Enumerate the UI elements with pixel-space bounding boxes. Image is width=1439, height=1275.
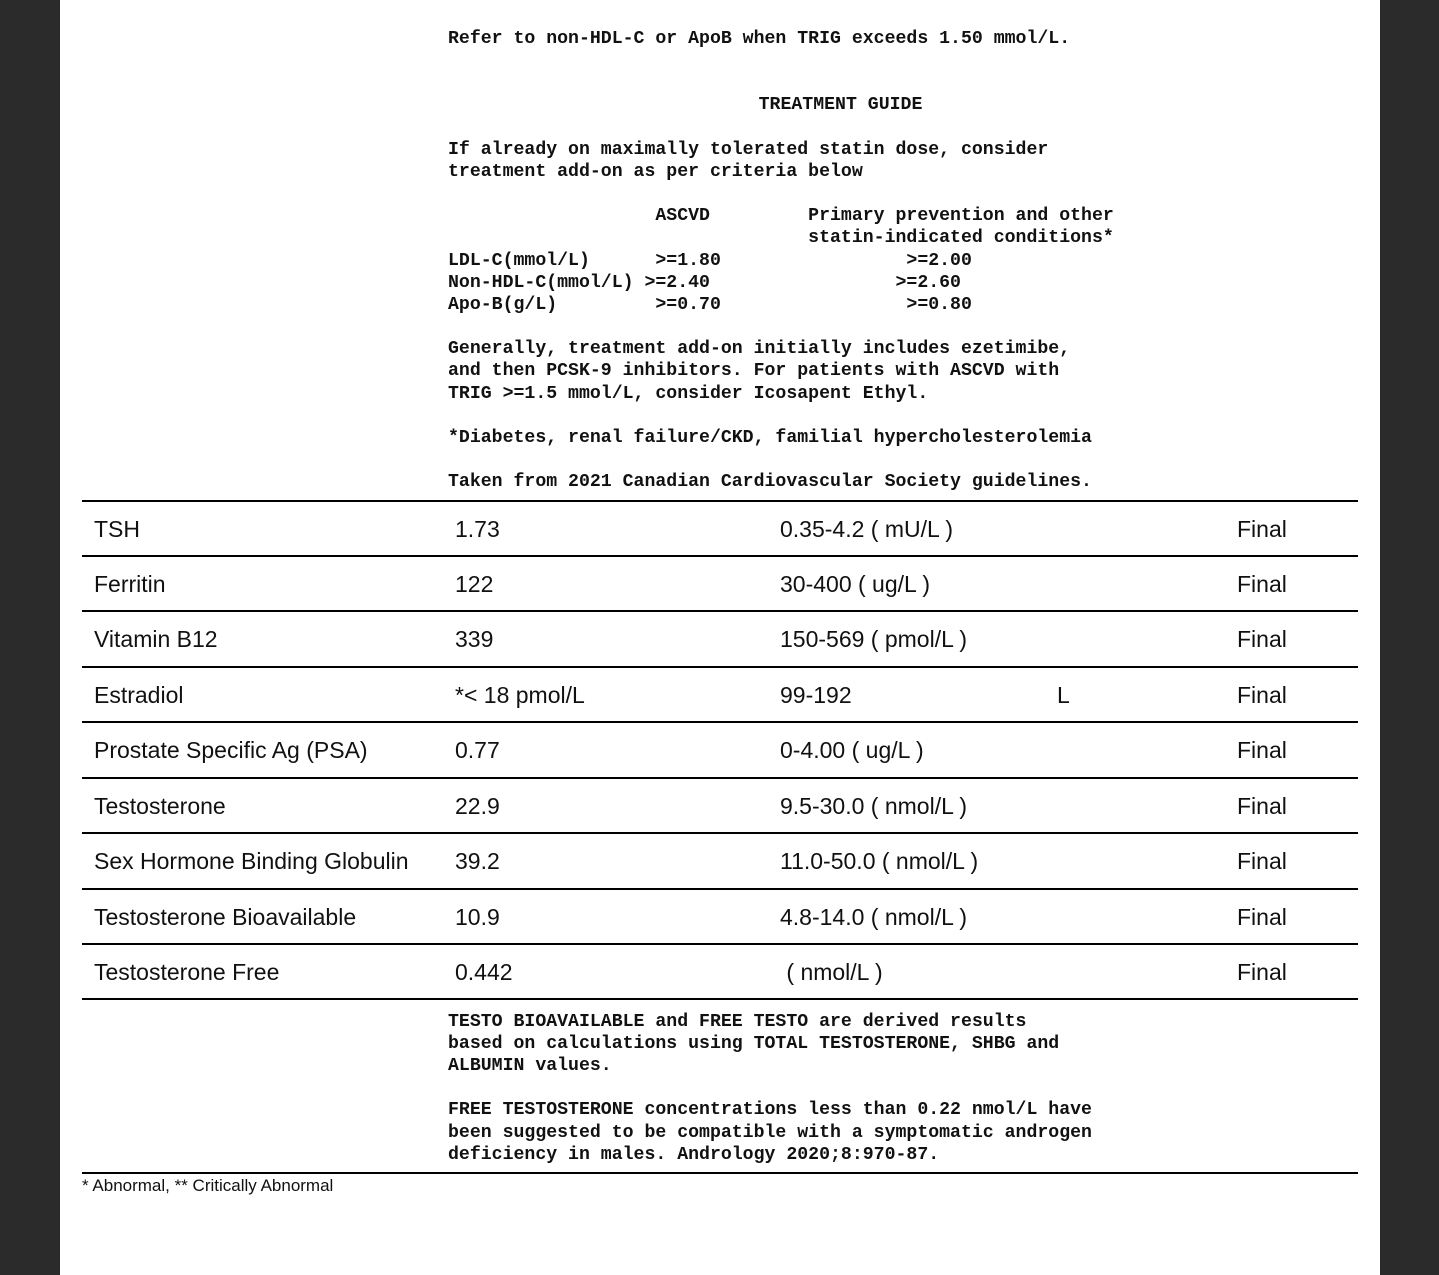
test-name: Estradiol — [94, 682, 184, 708]
guide-table-row-ldl: LDL-C(mmol/L) >=1.80 >=2.00 — [448, 251, 972, 271]
guideline-source: Taken from 2021 Canadian Cardiovascular Society guidelines. — [448, 472, 1092, 492]
table-row — [82, 945, 1358, 1000]
diabetes-note: *Diabetes, renal failure/CKD, familial hypercholesterolemia — [448, 428, 1092, 448]
reference-range: ( nmol/L ) — [780, 959, 883, 985]
test-name: Vitamin B12 — [94, 626, 218, 652]
derived-line-2: based on calculations using TOTAL TESTOSTERONE, SHBG and — [448, 1034, 1060, 1054]
result-status: Final — [1237, 904, 1287, 930]
result-status: Final — [1237, 626, 1287, 652]
guide-table-row-apob: Apo-B(g/L) >=0.70 >=0.80 — [448, 295, 972, 315]
table-row — [82, 612, 1358, 667]
free-testo-line-3: deficiency in males. Andrology 2020;8:970-87. — [448, 1145, 940, 1165]
reference-range: 11.0-50.0 ( nmol/L ) — [780, 848, 979, 874]
reference-range: 99-192 — [780, 682, 852, 708]
guide-table-header-1: ASCVD Primary prevention and other — [448, 206, 1114, 226]
table-row — [82, 668, 1358, 723]
test-name: Prostate Specific Ag (PSA) — [94, 737, 368, 763]
abnormal-flag: L — [1057, 682, 1070, 708]
result-status: Final — [1237, 848, 1287, 874]
derived-line-1: TESTO BIOAVAILABLE and FREE TESTO are derived results — [448, 1012, 1027, 1032]
test-value: 0.442 — [455, 959, 513, 985]
test-name: Ferritin — [94, 571, 166, 597]
trig-note: Refer to non-HDL-C or ApoB when TRIG exceeds 1.50 mmol/L. — [448, 29, 1071, 49]
report-page — [60, 0, 1380, 1275]
reference-range: 0.35-4.2 ( mU/L ) — [780, 516, 953, 542]
table-row — [82, 834, 1358, 889]
table-row — [82, 502, 1358, 557]
table-row — [82, 890, 1358, 945]
derived-line-3: ALBUMIN values. — [448, 1056, 612, 1076]
test-value: 22.9 — [455, 793, 500, 819]
result-status: Final — [1237, 682, 1287, 708]
reference-range: 4.8-14.0 ( nmol/L ) — [780, 904, 968, 930]
result-status: Final — [1237, 516, 1287, 542]
reference-range: 150-569 ( pmol/L ) — [780, 626, 968, 652]
table-divider — [82, 998, 1358, 1000]
general-line-2: and then PCSK-9 inhibitors. For patients with ASCVD with — [448, 361, 1060, 381]
test-value: *< 18 pmol/L — [455, 682, 585, 708]
result-status: Final — [1237, 793, 1287, 819]
abnormal-legend: * Abnormal, ** Critically Abnormal — [82, 1176, 334, 1195]
test-name: Testosterone — [94, 793, 226, 819]
table-row — [82, 723, 1358, 778]
test-value: 0.77 — [455, 737, 500, 763]
general-line-3: TRIG >=1.5 mmol/L, consider Icosapent Ethyl. — [448, 384, 929, 404]
general-line-1: Generally, treatment add-on initially includes ezetimibe, — [448, 339, 1071, 359]
test-name: TSH — [94, 516, 140, 542]
test-name: Testosterone Free — [94, 959, 280, 985]
reference-range: 9.5-30.0 ( nmol/L ) — [780, 793, 968, 819]
guide-table-header-2: statin-indicated conditions* — [448, 228, 1114, 248]
test-value: 339 — [455, 626, 494, 652]
intro-line-1: If already on maximally tolerated statin dose, consider — [448, 140, 1049, 160]
table-row — [82, 779, 1358, 834]
result-status: Final — [1237, 737, 1287, 763]
test-name: Testosterone Bioavailable — [94, 904, 357, 930]
result-status: Final — [1237, 959, 1287, 985]
guide-table-row-nonhdl: Non-HDL-C(mmol/L) >=2.40 >=2.60 — [448, 273, 961, 293]
test-name: Sex Hormone Binding Globulin — [94, 848, 409, 874]
test-value: 122 — [455, 571, 494, 597]
result-status: Final — [1237, 571, 1287, 597]
intro-line-2: treatment add-on as per criteria below — [448, 162, 863, 182]
free-testo-line-1: FREE TESTOSTERONE concentrations less than 0.22 nmol/L have — [448, 1100, 1092, 1120]
treatment-guide-title: TREATMENT GUIDE — [758, 95, 923, 115]
test-value: 1.73 — [455, 516, 500, 542]
test-value: 39.2 — [455, 848, 500, 874]
free-testo-line-2: been suggested to be compatible with a symptomatic androgen — [448, 1123, 1092, 1143]
reference-range: 0-4.00 ( ug/L ) — [780, 737, 924, 763]
table-row — [82, 557, 1358, 612]
test-value: 10.9 — [455, 904, 500, 930]
reference-range: 30-400 ( ug/L ) — [780, 571, 931, 597]
table-divider — [82, 1172, 1358, 1174]
